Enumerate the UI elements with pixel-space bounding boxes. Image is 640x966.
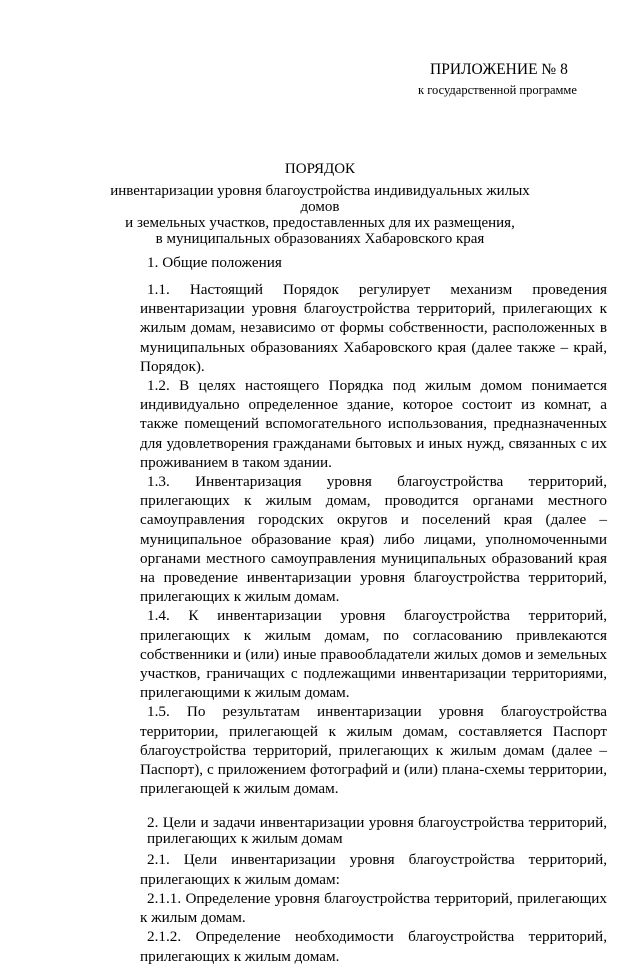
document-subtitle-line: инвентаризации уровня благоустройства индивидуальных жилых домов xyxy=(110,183,530,215)
paragraph-1-5: 1.5. По результатам инвентаризации уровня благоустройства территории, прилегающей к жилым домам, составляется Паспорт благоустройства территорий, прилегающих к жилым домам (далее – Паспорт), с приложением фотографий и (или) плана-схемы территории, прилегающей к жилым домам. xyxy=(140,703,607,798)
section-heading-goals: 2. Цели и задачи инвентаризации уровня благоустройства территорий, прилегающих к жилым домам xyxy=(147,814,607,847)
paragraph-2-1-2: 2.1.2. Определение необходимости благоустройства территорий, прилегающих к жилым домам. xyxy=(140,928,607,965)
document-subtitle-line: и земельных участков, предоставленных для их размещения, xyxy=(125,215,515,231)
paragraph-1-1: 1.1. Настоящий Порядок регулирует механизм проведения инвентаризации уровня благоустройства территорий, прилегающих к жилым домам, независимо от формы собственности, расположенных в муниципальных образованиях Хабаровского края (далее также – край, Порядок). xyxy=(140,281,607,375)
paragraph-2-1: 2.1. Цели инвентаризации уровня благоустройства территорий, прилегающих к жилым домам: xyxy=(140,851,607,888)
paragraph-1-4: 1.4. К инвентаризации уровня благоустройства территорий, прилегающих к жилым домам, по согласованию привлекаются собственники и (или) иные правообладатели жилых домов и земельных участков, граничащих с подлежащими инвентаризации территориями, прилегающими к жилым домам. xyxy=(140,607,607,702)
paragraph-1-3: 1.3. Инвентаризация уровня благоустройства территорий, прилегающих к жилым домам, проводится органами местного самоуправления городских округов и поселений края (далее – муниципальное образование края) либо лицами, уполномоченными органами местного самоуправления муниципальных образований края на проведение инвентаризации уровня благоустройства территорий, прилегающих к жилым домам. xyxy=(140,473,607,606)
section-heading-general: 1. Общие положения xyxy=(147,254,282,271)
paragraph-2-1-1: 2.1.1. Определение уровня благоустройства территорий, прилегающих к жилым домам. xyxy=(140,889,607,927)
document-title-block xyxy=(100,160,540,247)
document-body xyxy=(140,254,607,966)
appendix-label: ПРИЛОЖЕНИЕ № 8 xyxy=(430,61,568,78)
document-subtitle-line: в муниципальных образованиях Хабаровского края xyxy=(155,231,485,247)
document-title: ПОРЯДОК xyxy=(284,161,356,177)
paragraph-1-2: 1.2. В целях настоящего Порядка под жилым домом понимается индивидуально определенное здание, которое состоит из комнат, а также помещений вспомогательного использования, предназначенных для удовлетворения гражданами бытовых и иных нужд, связанных с их проживанием в таком здании. xyxy=(140,377,607,471)
appendix-subtitle: к государственной программе xyxy=(418,83,577,97)
